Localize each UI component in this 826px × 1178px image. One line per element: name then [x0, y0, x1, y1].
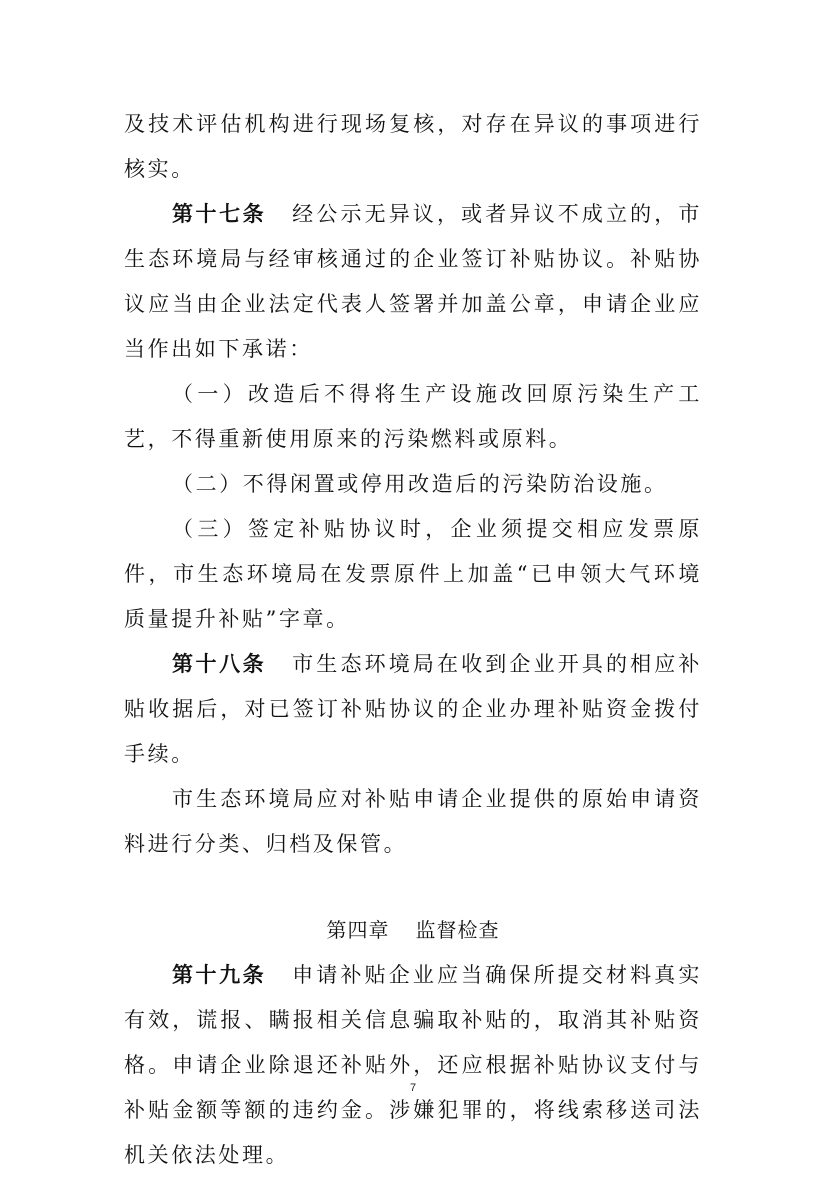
chapter-spacer [124, 867, 702, 908]
document-body [124, 102, 702, 1178]
article-19-paragraph [124, 953, 702, 1178]
commitment-item-2: （二）不得闲置或停用改造后的污染防治设施。 [172, 472, 668, 496]
continuation-paragraph: 及技术评估机构进行现场复核，对存在异议的事项进行核实。 [124, 112, 702, 181]
article-17-paragraph [124, 192, 702, 372]
article-18-number: 第十八条 [172, 652, 267, 676]
page-number: 7 [409, 1082, 417, 1094]
commitment-item-1: （一）改造后不得将生产设施改回原污染生产工艺，不得重新使用原来的污染燃料或原料。 [124, 382, 702, 451]
article-18-text: 市生态环境局在收到企业开具的相应补贴收据后，对已签订补贴协议的企业办理补贴资金拨付手续。 [124, 652, 703, 766]
article-18-second-paragraph: 市生态环境局应对补贴申请企业提供的原始申请资料进行分类、归档及保管。 [124, 787, 702, 856]
chapter-title: 监督检查 [415, 918, 500, 942]
article-19-number: 第十九条 [172, 963, 267, 987]
commitment-item-3: （三）签定补贴协议时，企业须提交相应发票原件，市生态环境局在发票原件上加盖“已申领大气环境质量提升补贴”字章。 [124, 517, 702, 631]
article-17-number: 第十七条 [172, 202, 267, 226]
article-19-text: 申请补贴企业应当确保所提交材料真实有效，谎报、瞒报相关信息骗取补贴的，取消其补贴资格。申请企业除退还补贴外，还应根据补贴协议支付与补贴金额等额的违约金。涉嫌犯罪的，将线索移送司法机关依法处理。 [124, 963, 703, 1167]
article-17-text: 经公示无异议，或者异议不成立的，市生态环境局与经审核通过的企业签订补贴协议。补贴协议应当由企业法定代表人签署并加盖公章，申请企业应当作出如下承诺： [124, 202, 703, 361]
chapter-heading [124, 908, 702, 953]
article-18-paragraph [124, 642, 702, 777]
chapter-number: 第四章 [326, 918, 390, 942]
